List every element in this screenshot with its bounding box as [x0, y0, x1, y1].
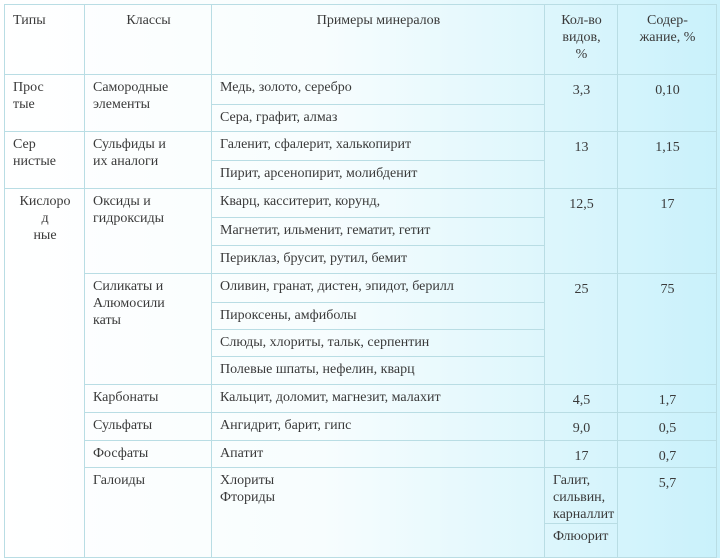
class-cell-halides: Хлориты Фториды: [212, 468, 545, 558]
class-cell-native: Самородные элементы: [85, 75, 212, 132]
table-row: [5, 75, 717, 105]
table-row: [5, 132, 717, 161]
example-cell: Оливин, гранат, дистен, эпидот, берилл: [212, 274, 545, 303]
count-cell: 13: [545, 132, 618, 189]
class-cell-sulfides: Сульфиды и их аналоги: [85, 132, 212, 189]
table-row: [5, 468, 717, 524]
count-cell: 9,0: [545, 413, 618, 441]
count-cell: 17: [545, 441, 618, 468]
example-cell: Полевые шпаты, нефелин, кварц: [212, 357, 545, 385]
header-content: Содер- жание, %: [618, 5, 717, 75]
header-types: Типы: [5, 5, 85, 75]
type-cell-halides: Галоиды: [85, 468, 212, 558]
table-row: [5, 413, 717, 441]
example-cell: Кальцит, доломит, магнезит, малахит: [212, 385, 545, 413]
example-cell: Медь, золото, серебро: [212, 75, 545, 105]
content-cell: 17: [618, 189, 717, 274]
content-cell: 0,5: [618, 413, 717, 441]
header-count: Кол-во видов, %: [545, 5, 618, 75]
count-cell: 12,5: [545, 189, 618, 274]
example-cell: Галит, сильвин, карналлит: [545, 468, 618, 524]
count-cell: 4,5: [545, 385, 618, 413]
table-row: [5, 189, 717, 218]
content-cell: 75: [618, 274, 717, 385]
type-cell-sulfur: Сер нистые: [5, 132, 85, 189]
example-cell: Пироксены, амфиболы: [212, 303, 545, 330]
count-cell: 3,3: [545, 75, 618, 132]
example-cell: Слюды, хлориты, тальк, серпентин: [212, 330, 545, 357]
minerals-table: [4, 4, 717, 558]
example-cell: Сера, графит, алмаз: [212, 105, 545, 132]
content-cell: 1,7: [618, 385, 717, 413]
example-cell: Апатит: [212, 441, 545, 468]
header-row: [5, 5, 717, 75]
class-cell-phosphates: Фосфаты: [85, 441, 212, 468]
example-cell: Пирит, арсенопирит, молибденит: [212, 161, 545, 189]
example-cell: Магнетит, ильменит, гематит, гетит: [212, 218, 545, 246]
class-cell-sulfates: Сульфаты: [85, 413, 212, 441]
type-cell-oxygen: Кислоро д ные: [5, 189, 85, 558]
example-cell: Флюорит: [545, 524, 618, 558]
table-row: [5, 274, 717, 303]
content-cell: 0,7: [618, 441, 717, 468]
class-cell-carbonates: Карбонаты: [85, 385, 212, 413]
class-cell-oxides: Оксиды и гидроксиды: [85, 189, 212, 274]
table-row: [5, 441, 717, 468]
table-row: [5, 385, 717, 413]
header-examples: Примеры минералов: [212, 5, 545, 75]
type-cell-simple: Прос тые: [5, 75, 85, 132]
count-cell: 25: [545, 274, 618, 385]
example-cell: Кварц, касситерит, корунд,: [212, 189, 545, 218]
count-cell: 5,7: [618, 468, 717, 558]
header-classes: Классы: [85, 5, 212, 75]
content-cell: 0,10: [618, 75, 717, 132]
class-cell-silicates: Силикаты и Алюмосили каты: [85, 274, 212, 385]
example-cell: Галенит, сфалерит, халькопирит: [212, 132, 545, 161]
content-cell: 1,15: [618, 132, 717, 189]
example-cell: Периклаз, брусит, рутил, бемит: [212, 246, 545, 274]
example-cell: Ангидрит, барит, гипс: [212, 413, 545, 441]
